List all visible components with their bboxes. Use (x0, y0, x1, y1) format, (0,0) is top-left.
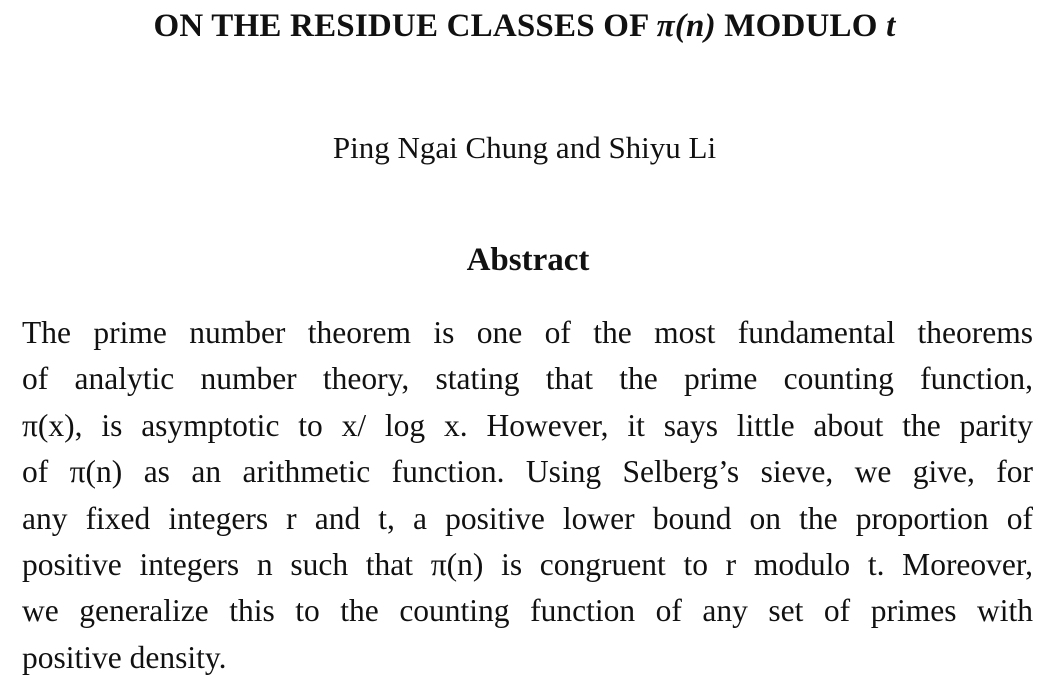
abstract-body (22, 310, 1033, 681)
abstract-line: any fixed integers r and t, a positive lower bound on the proportion of (22, 500, 1033, 536)
abstract-line: positive density. (22, 639, 227, 675)
abstract-line: positive integers n such that π(n) is congruent to r modulo t. Moreover, (22, 546, 1033, 582)
abstract-line: of analytic number theory, stating that the prime counting function, (22, 361, 1033, 397)
title-math-function: π(n) (656, 8, 716, 44)
abstract-line: π(x), is asymptotic to x/ log x. However, it says little about the parity (22, 407, 1033, 443)
paper-authors: Ping Ngai Chung and Shiyu Li (332, 130, 717, 165)
abstract-line: we generalize this to the counting function of any set of primes with (22, 593, 1033, 629)
abstract-heading: Abstract (466, 242, 590, 278)
paper-title (0, 6, 1049, 46)
title-text: ON THE RESIDUE CLASSES OF (153, 8, 657, 44)
title-text-modulo: MODULO (715, 8, 887, 44)
title-math-variable: t (886, 8, 896, 44)
abstract-line: The prime number theorem is one of the most fundamental theorems (22, 315, 1033, 350)
abstract-line: of π(n) as an arithmetic function. Using Selberg’s sieve, we give, for (22, 454, 1033, 490)
